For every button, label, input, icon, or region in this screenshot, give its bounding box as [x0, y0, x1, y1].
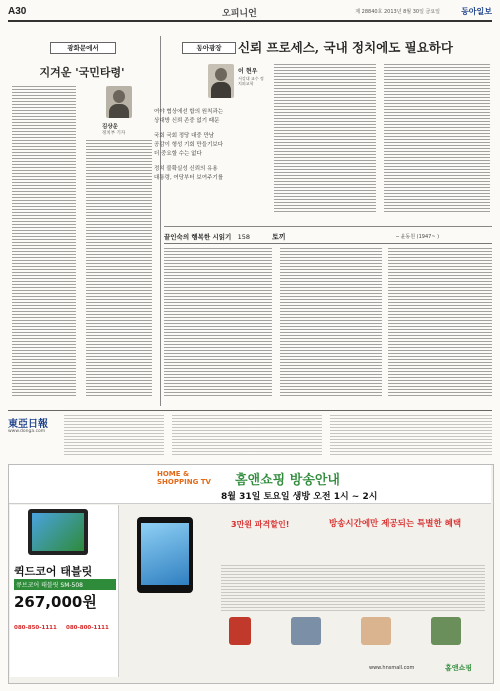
column-tag-label: 끝인숙의 행복한 시읽기 [164, 233, 232, 241]
pull-quote-line: 대통령, 여당부터 보여주기를 [154, 175, 224, 181]
masthead-logo: 東亞日報 [8, 419, 48, 430]
body-text [384, 64, 490, 214]
author-sub: 정치부 기자 [102, 131, 126, 136]
tablet-image [28, 509, 88, 555]
paper-name: 동아일보 [461, 7, 492, 16]
pull-quote-line: 상대방 신뢰 존중 없기 때문 [154, 118, 220, 124]
body-text [388, 248, 492, 398]
ad-model: 큐브코어 태블릿 SM-508 [14, 579, 116, 590]
ad-phone[interactable]: 080-850-1111 [14, 625, 57, 631]
ad-delivery: 3만원 파격할인! [231, 520, 290, 529]
column-title: 지겨운 '국민타령' [39, 66, 125, 79]
body-text [280, 248, 382, 398]
ad-url[interactable]: www.hnsmall.com [369, 665, 415, 671]
masthead [8, 410, 492, 461]
page-header [8, 6, 492, 22]
masthead-info [172, 415, 322, 457]
ad-gifts [221, 615, 485, 649]
ad-product: 퀵드코어 태블릿 [14, 565, 93, 578]
body-text [86, 140, 152, 396]
column-poem [164, 232, 492, 406]
ad-offer-circle [219, 509, 309, 557]
ad-schedule: 8월 31일 토요일 생방 오전 1시 ~ 2시 [221, 492, 378, 502]
page-number: A30 [8, 6, 27, 17]
ad-label: 홈앤쇼핑 [445, 664, 473, 672]
pull-quote [154, 108, 272, 183]
masthead-info [330, 415, 492, 457]
ad-price: 267,000원 [14, 593, 97, 611]
column-tag: 동아광장 [182, 42, 236, 54]
pull-quote-line: 정치 불확실성 신뢰의 유용 [154, 166, 218, 172]
pull-quote-line: 여야 협상에선 합의 원칙과는 [154, 109, 224, 115]
author-photo [106, 86, 132, 118]
column-donga-square [154, 36, 492, 221]
poem-title: 토끼 [272, 233, 286, 241]
ad-badge: HOME & SHOPPING TV [157, 470, 211, 486]
poem-author: ─ 윤동원 (1947~ ) [396, 234, 440, 240]
author-name: 김상운 [102, 124, 118, 130]
section-name: 오피니언 [222, 9, 257, 19]
column-number: 158 [237, 233, 251, 241]
body-text [12, 86, 76, 396]
ad-phone[interactable]: 080-800-1111 [66, 625, 109, 631]
body-text [274, 64, 376, 214]
pull-quote-line: 더 중요할 수는 없다 [154, 151, 202, 157]
ad-fine-print [221, 565, 485, 611]
ad-slogan: 방송시간에만 제공되는 특별한 혜택 [329, 519, 462, 529]
author-name: 이 현우 [238, 68, 258, 75]
advertisement [8, 464, 494, 684]
pull-quote-line: 국회 국회 정당 대중 만남 [154, 133, 215, 139]
tablet-device [137, 517, 193, 593]
issue-date: 제 28840호 2013년 8월 30일 금요일 [355, 9, 440, 15]
ad-tv-band [9, 465, 491, 504]
column-tag: 광화문에서 [50, 42, 116, 54]
author-photo [208, 64, 234, 98]
masthead-info [64, 415, 164, 457]
masthead-url[interactable]: www.donga.com [8, 429, 46, 434]
column-title: 신뢰 프로세스, 국내 정치에도 필요하다 [238, 40, 453, 55]
author-desc: 서강대 교수 정치외교학 [238, 76, 264, 86]
ad-title: 홈앤쇼핑 방송안내 [235, 473, 340, 488]
pull-quote-line: 공감이 형성 기회 만들기보다 [154, 142, 224, 148]
column-gwanghwamun [8, 36, 156, 406]
poem-text [164, 248, 272, 398]
ad-slogan-box [325, 509, 485, 553]
column-tag [164, 232, 250, 241]
ad-promo-panel [10, 505, 119, 677]
ad-tablet-photo [121, 507, 209, 597]
